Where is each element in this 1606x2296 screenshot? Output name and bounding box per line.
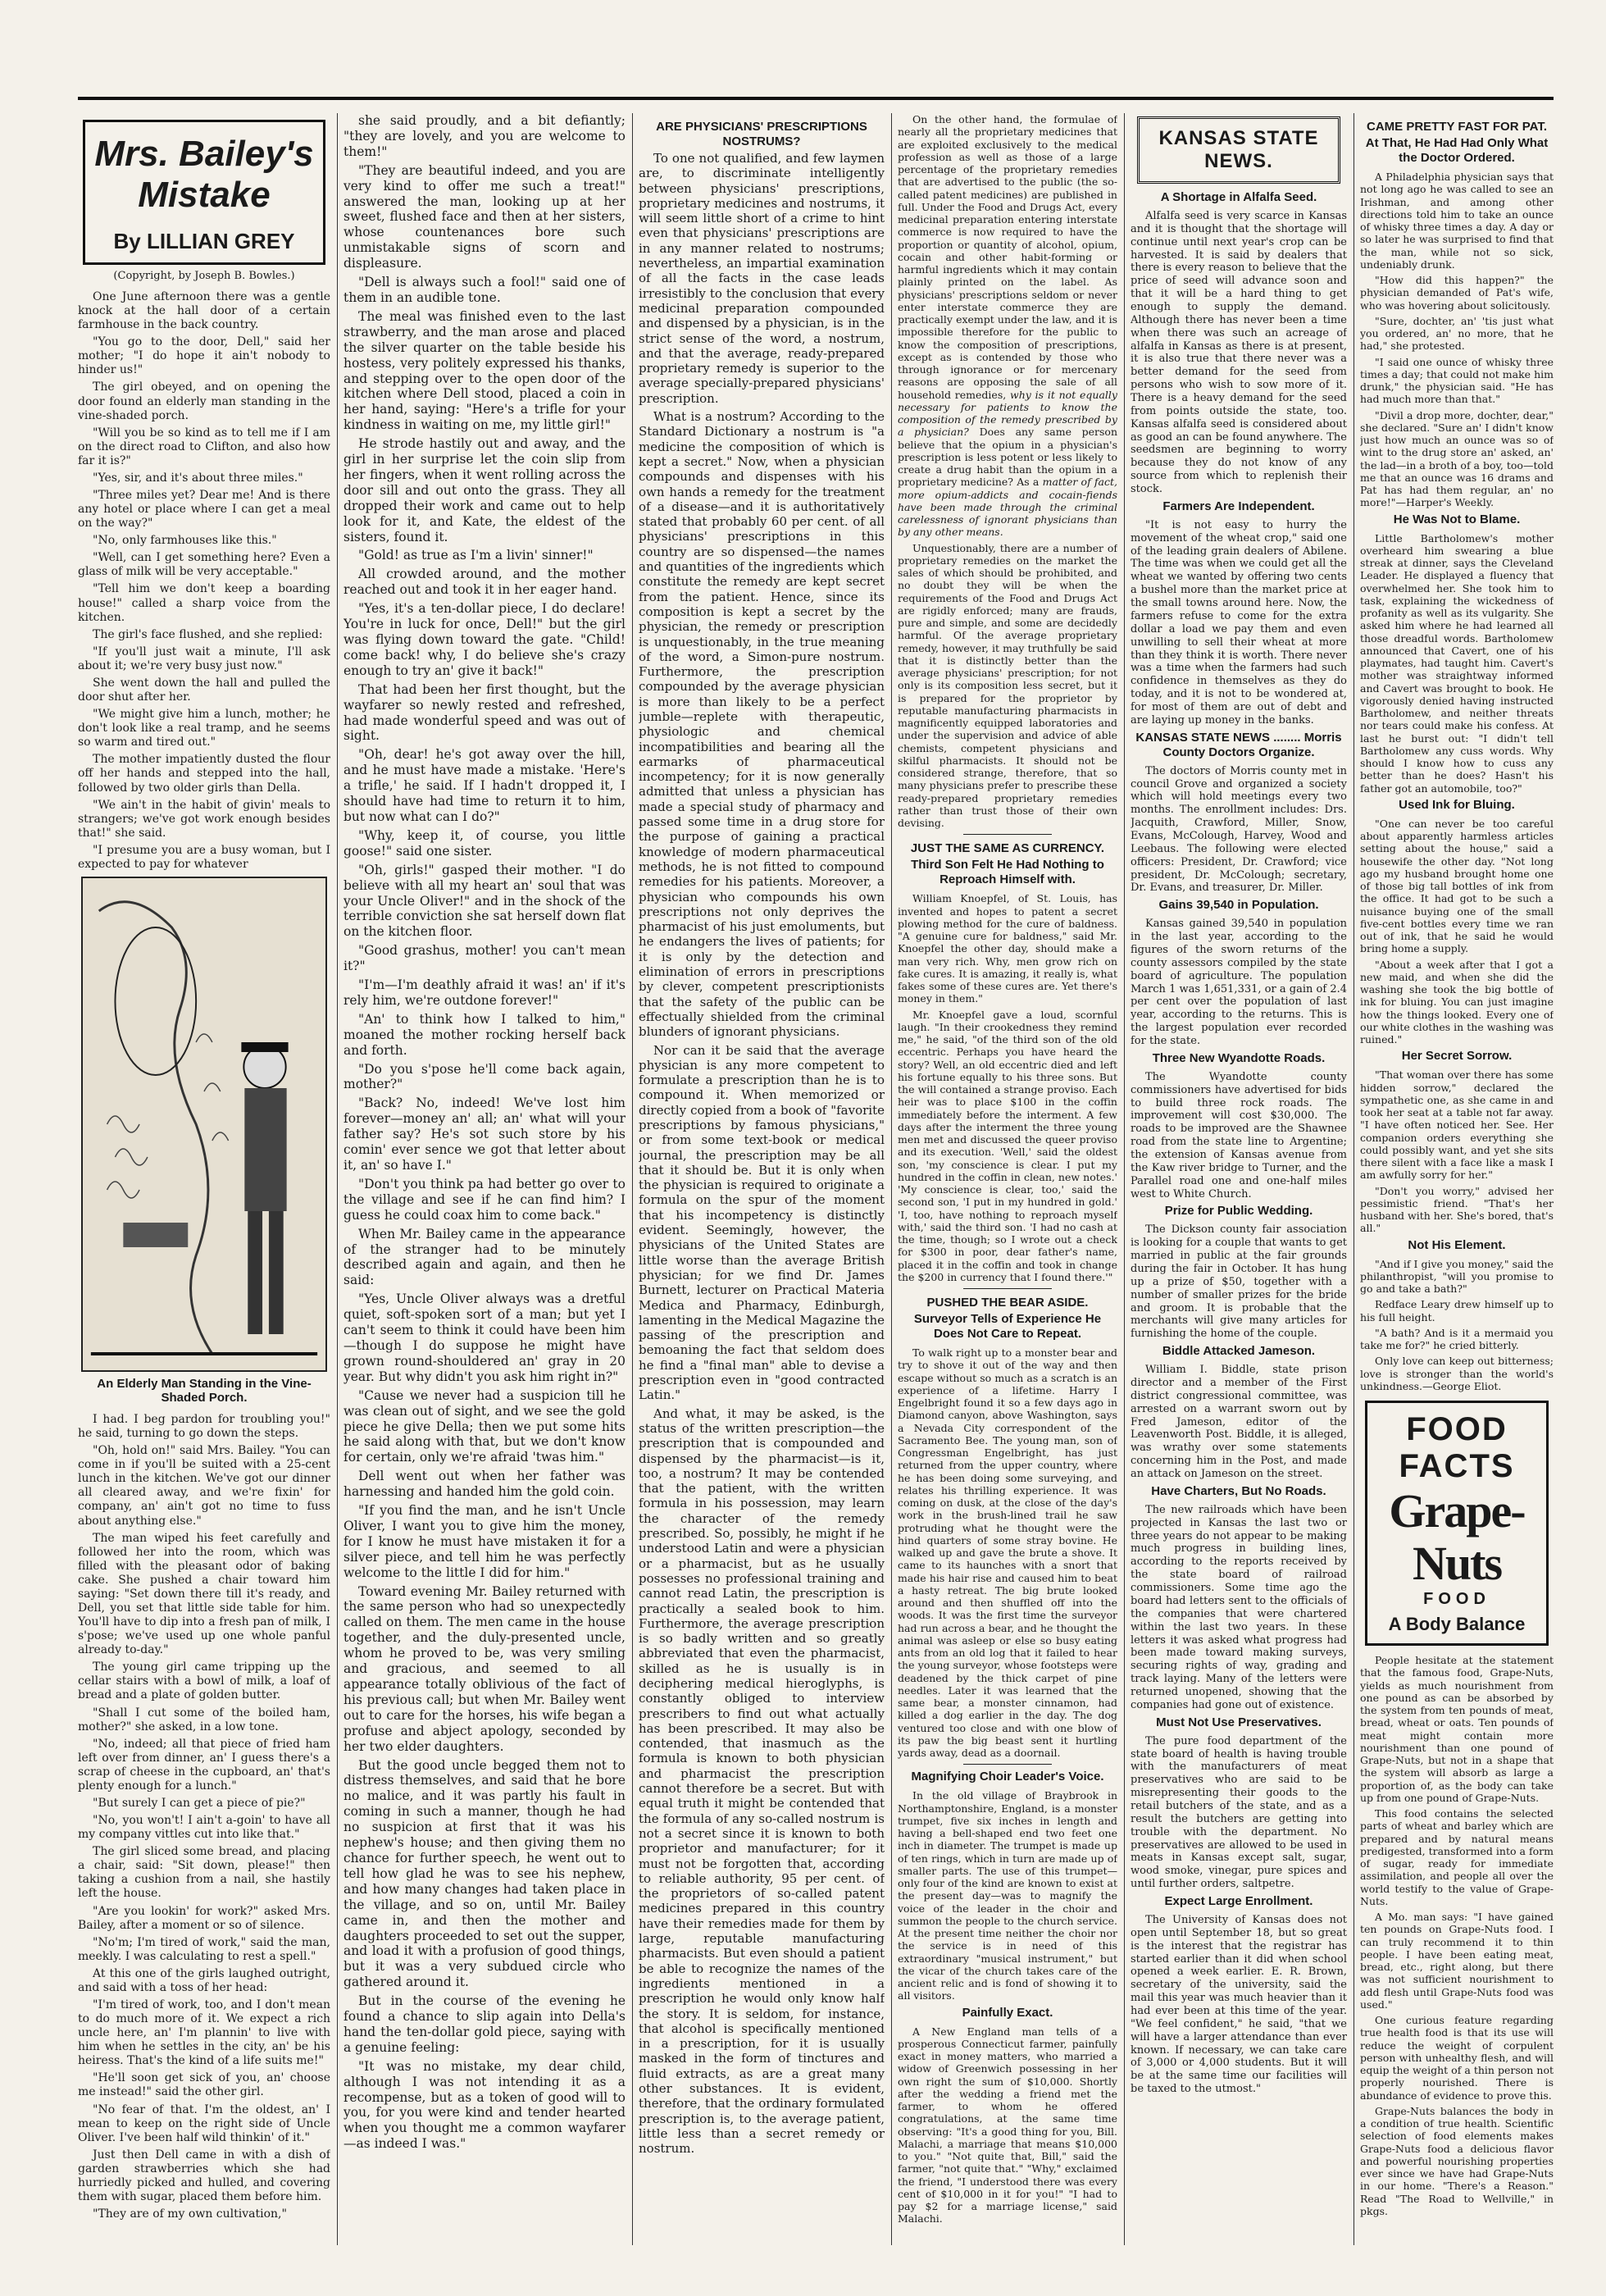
paragraph: The man wiped his feet carefully and followed her into the room, which was filled with the pleasant odor of baking cake. She pushed a chair toward him saying: "Set down there till it's ready, and Dell, you set that little side table for him. You'll have to dip into a fresh pan of milk, I s'pose; we've used up one whole panful already to-day." [78, 1531, 330, 1657]
kansas-item-headline: Biddle Attacked Jameson. [1162, 1344, 1316, 1359]
paragraph: The girl's face flushed, and she replied: [93, 627, 323, 641]
paragraph: To walk right up to a monster bear and try to shove it out of the way and then escape without so much as a scratch is an experience of a lifetime. Harry I Engelbright found it so a few days ago in Diamond canyon, above Washington, says a Nevada City correspondent of the Sacramento Bee. The young man, son of Congressman Engelbright, has just returned from the upper country, where he has been doing some surveying, and relates his thrilling experience. It was coming on dusk, at the close of the day's work in the brush-lined trail he saw protruding what he thought were the hind quarters of some stray bovine. He walked up and gave the brute a shove. It came to its haunches with a snort that made his hair rise and caused him to beat a hasty retreat. The big brute looked around and then shuffled off into the woods. It was the first time the surveyor had run across a bear, and he thought the animal was asleep or else so busy eating ants from an old log that it failed to hear the young surveyor, whose footsteps were deadened by the thick carpet of pine needles. Later it was learned that the same bear, a monster cinnamon, had killed a dog earlier in the day. The dog ventured too close and with one blow of its paw the big beast sent it hurtling yards away, dead as a doornail. [898, 1346, 1117, 1759]
paragraph: And what, it may be asked, is the status of the written prescription—the prescription that is compounded and dispensed by the pharmacist—is it, too, a nostrum? It may be contended that the patient, with the written formula in his possession, may learn the character of the remedy prescribed. So, possibly, he might if he understood Latin and were a physician or a pharmacist, but as he usually possesses no professional training and cannot read Latin, the prescription is practically a sealed book to him. Furthermore, the average prescription is so badly written and so greatly abbreviated that even the pharmacist, skilled as he is usually is in deciphering medical hieroglyphs, is constantly obliged to interview prescribers to find out what actually has been prescribed. It may also be contended, that inasmuch as the formula is known to both physician and pharmacist the prescription cannot therefore be a secret. But with equal truth it might be contended that the formula of any so-called nostrum is not a secret since it is known to both proprietor and manufacturer; for it must not be forgotten that, according to reliable authority, 95 per cent. of the proprietors of so-called patent medicines prepared in this country have their remedies made for them by large, reputable manufacturing pharmacists. But even should a patient be able to recognize the names of the ingredients mentioned in a prescription he would only know half the story. It is seldom, for instance, that alcohol is specifically mentioned in a prescription, for it is usually masked in the form of tinctures and fluid extracts, as are a great many other substances. It is evident, therefore, that the ordinary formulated prescription is, to the average patient, little less than a secret remedy or nostrum. [639, 1405, 885, 2157]
paragraph: "They are beautiful indeed, and you are very kind to offer me such a treat!" answered the man, looking up at her sweet, flushed face and then at her sisters, whose countenances bore such unmistakable signs of scorn and displeasure. [343, 162, 626, 271]
story-text-b [78, 1413, 330, 2221]
physicians-italic-2: matter of fact, more opium-addicts and cocain-fiends have been made through the criminal carelessness of ignorant physicians than by any other means. [898, 476, 1117, 539]
exact-headline: Painfully Exact. [962, 2005, 1053, 2020]
paragraph: A Philadelphia physician says that not long ago he was called to see an Irishman, and among other directions told him to take an ounce of whisky three times a day. A day or so later he was surprised to find that the man, while not so sick, undeniably drunk. [1360, 171, 1554, 271]
paragraph: "It was no mistake, my dear child, although I was not intending it as a recompense, but as a token of good will to you, for you were kind and tender hearted when you thought me a common wayfarer—as indeed I was." [343, 2058, 626, 2152]
paragraph: The girl obeyed, and on opening the door found an elderly man standing in the vine-shaded porch. [78, 380, 330, 422]
kansas-item-text: The new railroads which have been projected in Kansas the last two or three years do not appear to be making much progress in building lines, according to the reports received by the state board of railroad commissioners. Some time ago the board had letters sent to the officials of the companies that were chartered within the last two years. In these letters it was asked what progress had been made toward making surveys, securing rights of way, grading and track laying. Many of the letters were returned unopened, showing that the companies had gone out of existence. [1131, 1503, 1347, 1711]
column-rule [891, 113, 892, 2245]
paragraph: He strode hastily out and away, and the girl in her surprise let the coin slip from her fingers, when it went rolling across the door sill and out onto the grass. They all dropped their work and came out to help look for it, and Kate, the eldest of the sisters, found it. [343, 436, 626, 544]
kansas-item-text: Kansas gained 39,540 in population in the last year, according to the figures of the sworn returns of the county assessors compiled by the state board of agriculture. The population March 1 was 1,651,331, or a gain of 2.4 per cent over the population of last year, according to the returns. This is the largest population ever recorded for the state. [1131, 918, 1347, 1047]
paragraph: "Gold! as true as I'm a livin' sinner!" [358, 548, 594, 563]
column-3 [639, 113, 885, 2253]
paragraph: Just then Dell came in with a dish of garden strawberries which she had hurriedly picked and hulled, and covering them with sugar, placed them before him. [78, 2148, 330, 2204]
kansas-item-headline: A Shortage in Alfalfa Seed. [1160, 190, 1317, 204]
pat-subhead: At That, He Had Had Only What the Doctor Ordered. [1365, 136, 1549, 165]
paragraph: "No fear of that. I'm the oldest, an' I mean to keep on the right side of Uncle Oliver. I've been half wild thinkin' of it." [78, 2102, 330, 2144]
paragraph: "About a week after that I got a new maid, and when she did the washing she took the big bottle of ink for bluing. You can just imagine how the things looked. Every one of our white clothes in the washing was ruined." [1360, 958, 1554, 1046]
grape-nuts-ad [1365, 1401, 1549, 1646]
paragraph: "A bath? And is it a mermaid you take me for?" he cried bitterly. [1360, 1326, 1554, 1351]
section-rule [963, 834, 1051, 835]
blame-headline: He Was Not to Blame. [1393, 512, 1521, 526]
paragraph: This food contains the selected parts of wheat and barley which are prepared and by natural means predigested, transformed into a form of sugar, ready for immediate assimilation, and people all over the world testify to the value of Grape-Nuts. [1360, 1807, 1554, 1907]
sorrow-headline: Her Secret Sorrow. [1401, 1049, 1513, 1064]
paragraph: "We might give him a lunch, mother; he don't look like a real tramp, and he seems so warm and tired out." [78, 708, 330, 749]
bear-subhead: Surveyor Tells of Experience He Does Not Care to Repeat. [913, 1312, 1102, 1341]
paragraph: Redface Leary drew himself up to his full height. [1360, 1298, 1554, 1323]
pat-headline: CAME PRETTY FAST FOR PAT. [1366, 120, 1547, 134]
paragraph: That had been her first thought, but the wayfarer so newly rested and refreshed, had made wonderful speed and was out of sight. [343, 681, 626, 744]
paragraph: "Do you s'pose he'll come back again, mother?" [343, 1061, 626, 1092]
paragraph: "Yes, Uncle Oliver always was a dretful quiet, soft-spoken sort of a man; but yet I can't seem to think it could have been him—though I do suppose he might have grown round-shouldered an' gray in 20 year. But why didn't you ask him right in?" [343, 1292, 626, 1384]
sorrow-text [1360, 1068, 1554, 1234]
paragraph: "Don't you think pa had better go over to the village and see if he can find him? I guess he could coax him to come back." [343, 1176, 626, 1223]
paragraph: A New England man tells of a prosperous Connecticut farmer, painfully exact in money matters, who married a widow of Greenwich possessing in her own right the sum of $10,000. Shortly after the wedding a friend met the farmer, to whom he offered congratulations, at the same time observing: "It's a good thing for you, Bill. Malachi, a marriage that means $10,000 to you." "Not quite that, Bill," said the farmer, "not quite that." "Why," exclaimed the friend, "I understood there was every cent of $10,000 in it for you!" "I had to pay $2 for a marriage license," said Malachi. [898, 2025, 1117, 2225]
porch-illustration-icon [83, 878, 325, 1370]
paragraph: "Tell him we don't keep a boarding house!" called a sharp voice from the kitchen. [78, 582, 330, 624]
column-4 [898, 113, 1117, 2253]
paragraph: "He'll soon get sick of you, an' choose me instead!" said the other girl. [78, 2071, 330, 2099]
currency-text [898, 892, 1117, 1283]
paragraph: "No, indeed; all that piece of fried ham left over from dinner, an' I guess there's a scrap of cheese in the cupboard, an' that's plenty enough for a lunch." [78, 1737, 330, 1793]
paragraph: In the old village of Braybrook in Northamptonshire, England, is a monster trumpet, five six inches in length and having a bell-shaped end two feet one inch in diameter. The trumpet is made up of ten rings, which in turn are made up of smaller parts. The use of this trumpet—only four of the kind are known to exist at the present day—was to magnify the voice of the leader in the choir and summon the people to the church service. At the present time neither the choir nor the service is in need of this extraordinary "musical instrument," but the vicar of the church takes care of the ancient relic and is fond of showing it to all visitors. [898, 1789, 1117, 2002]
story-masthead [83, 120, 325, 265]
story-author: By LILLIAN GREY [113, 229, 295, 253]
column-2 [343, 113, 626, 2253]
ad-tagline: A Body Balance [1388, 1614, 1526, 1634]
kansas-item-text: "It is not easy to hurry the movement of the wheat crop," said one of the leading grain dealers of Abilene. The time was when we could get all the wheat we wanted by offering two cents a bushel more than the market price at the small towns around here. Now, the farmers refuse to come for the extra dollar a load we pay them and even unwilling to sell their wheat at more than they think it is worth. There never was a time when the farmers had such confidence in themselves as they do today, and it is not to be wondered at, for most of them are out of debt and are laying up money in the banks. [1131, 518, 1347, 727]
column-6 [1360, 113, 1554, 2253]
paragraph: A Mo. man says: "I have gained ten pounds on Grape-Nuts food. I can truly recommend it to thin people. I have been eating meat, bread, etc., right along, but there was not sufficient nourishment to add flesh until Grape-Nuts food was used." [1360, 1911, 1554, 2011]
top-rule [78, 97, 1554, 100]
kansas-banner: KANSAS STATE NEWS. [1137, 116, 1340, 184]
paragraph: One June afternoon there was a gentle knock at the hall door of a certain farmhouse in the back country. [78, 290, 330, 332]
paragraph: To one not qualified, and few laymen are, to discriminate intelligently between physicians' prescriptions, proprietary medicines and nostrums, it will seem little short of a crime to hint even that physicians' prescriptions are in any manner related to nostrums; nevertheless, an impartial examination of all the facts in the case leads irresistibly to the conclusion that every medicinal preparation compounded and dispensed by a physician, is in the strict sense of the word, a nostrum, and that the average, ready-prepared proprietary remedy is superior to the average specially-prepared physicians' prescription. [639, 151, 885, 406]
newspaper-page [78, 97, 1554, 2262]
column-rule [1353, 113, 1354, 2245]
paragraph: The girl sliced some bread, and placing a chair, said: "Sit down, please!" then taking a cushion from a nail, she hastily left the house. [78, 1845, 330, 1901]
paragraph: "I presume you are a busy woman, but I expected to pay for whatever [78, 843, 330, 871]
paragraph: "An' to think how I talked to him," moaned the mother rocking herself back and forth. [343, 1011, 626, 1058]
paragraph: People hesitate at the statement that the famous food, Grape-Nuts, yields as much nourishment from one pound as can be absorbed by the system from ten pounds of meat, bread, wheat or oats. Ten pounds of meat might contain more nourishment than one pound of Grape-Nuts, but not in a shape that the system will absorb as large a proportion of, as the body can take up from one pound of Grape-Nuts. [1360, 1654, 1554, 1804]
paragraph: "Three miles yet? Dear me! And is there any hotel or place where I can get a meal on the way?" [78, 489, 330, 531]
kansas-news [1131, 190, 1347, 2096]
bear-text [898, 1346, 1117, 1759]
ad-brand: Grape-Nuts [1389, 1484, 1525, 1590]
paragraph: Dell went out when her father was harnessing and handed him the gold coin. [343, 1469, 626, 1500]
kansas-item-headline: Gains 39,540 in Population. [1158, 898, 1319, 913]
column-rule [337, 113, 338, 2245]
paragraph: she said proudly, and a bit defiantly; "they are lovely, and you are welcome to them!" [343, 113, 626, 159]
kansas-item-headline: Must Not Use Preservatives. [1156, 1715, 1322, 1729]
paragraph: "But surely I can get a piece of pie?" [93, 1797, 306, 1810]
ad-food: FOOD [1423, 1590, 1490, 1608]
kansas-item-headline: Prize for Public Wedding. [1164, 1204, 1313, 1219]
illustration-caption: An Elderly Man Standing in the Vine-Shaded Porch. [97, 1376, 312, 1405]
kansas-item-text: The Dickson county fair association is looking for a couple that wants to get married in public at the fair grounds during the fair in October. It has hung up a prize of $50, together with a number of smaller prizes for the bride and groom. It is probable that the merchants will give many articles for furnishing the home of the couple. [1131, 1223, 1347, 1341]
paragraph: "And if I give you money," said the philanthropist, "will you promise to go and take a bath?" [1360, 1257, 1554, 1295]
element-text [1360, 1258, 1554, 1352]
column-1 [78, 113, 330, 2253]
paragraph: "Shall I cut some of the boiled ham, mother?" she asked, in a low tone. [78, 1706, 330, 1733]
blame-text [1360, 532, 1554, 795]
paragraph: But the good uncle begged them not to distress themselves, and said that he bore no malice, and it was partly his fault in coming in such a manner, though he had no suspicion at first that it was his nephew's house; and then giving them no chance for further speech, he went out to tell how glad he was to see his nephew, and how many changes had taken place in the village, and so on, until Mr. Bailey came in, and then the mother and daughters proceeded to set out the supper, and load it with a profusion of good things, but it was a very subdued circle who gathered around it. [343, 1757, 626, 1990]
physicians-tail-1: Does any same person believe that the opium in a physician's prescription is less potent or less likely to create a drug habit than the opium in a proprietary medicine? As a [898, 426, 1117, 489]
paragraph: "Well, can I get something here? Even a glass of milk will be very acceptable." [78, 551, 330, 579]
paragraph: I had. I beg pardon for troubling you!" he said, turning to go down the steps. [78, 1412, 330, 1441]
paragraph: "Cause we never had a suspicion till he was clean out of sight, and we see the gold piece he give Della; then we put some hits he said along with that, but we don't know for certain, only we're afraid 'twas him." [343, 1387, 626, 1465]
paragraph: "You go to the door, Dell," said her mother; "I do hope it ain't nobody to hinder us!" [78, 335, 330, 377]
eliot-quote: Only love can keep out bitterness; love is stronger than the world's unkindness.—George Eliot. [1360, 1355, 1554, 1392]
kansas-item-text: The pure food department of the state board of health is having trouble with the manufacturers of meat preservatives who are said to be misrepresenting their goods to the retail butchers of the state, and as a result the butchers are getting into trouble with the department. No preservatives are allowed to be used in meats in Kansas except salt, sugar, wood smoke, vinegar, pure spices and until further orders, saltpetre. [1131, 1734, 1347, 1891]
paragraph: "Sure, dochter, an' 'tis just what you ordered, an' no more, that he had," she protested. [1360, 314, 1554, 353]
paragraph: "Back? No, indeed! We've lost him forever—money an' all; an' what will your father say? He's sot such store by his comin' ever sence we got that letter about it, an' so have I." [343, 1096, 626, 1173]
paragraph: "We ain't in the habit of givin' meals to strangers; we've got work enough besides that!" she said. [78, 798, 330, 840]
story-copyright: (Copyright, by Joseph B. Bowles.) [113, 270, 295, 282]
paragraph: "Oh, dear! he's got away over the hill, and he must have made a mistake. 'Here's a trifle,' he said. If I hadn't dropped it, I should have had time to return it to him, but now what can I do?" [343, 747, 626, 824]
paragraph: Little Bartholomew's mother overheard him swearing a blue streak at dinner, says the Cleveland Leader. He displayed a fluency that overwhelmed her. She took him to task, explaining the wickedness of profanity as well as its vulgarity. She asked him where he had learned all those dreadful words. Bartholomew announced that Cavert, one of his playmates, had taught him. Cavert's mother was straightway informed and Cavert was brought to book. He vigorously denied having instructed Bartholomew, and neither threats nor tears could make his confess. At last he burst out: "I didn't tell Bartholomew any cuss words. Why should I know how to cuss any better than he does? Hasn't his father got an automobile, too?" [1360, 531, 1554, 795]
kansas-item-headline: Expect Large Enrollment. [1164, 1893, 1313, 1908]
physicians-headline: ARE PHYSICIANS' PRESCRIPTIONS NOSTRUMS? [656, 120, 867, 148]
kansas-item-text: Alfalfa seed is very scarce in Kansas and it is thought that the shortage will continue until next year's crop can be harvested. It is said by dealers that there is every reason to believe that the price of seed will advance soon and that it will be a hard thing to get enough to supply the demand. Although there has never been a time when there was such an acreage of alfalfa in Kansas as there is at present, it is also true that there never was a better demand for the seed from persons who wish to sow more of it. There is a heavy demand for the seed from points outside the state, too. Kansas alfalfa seed is considered about as good an can be found anywhere. The seedsmen are beginning to worry because they do not know of any source from which to replenish their stock. [1131, 210, 1347, 496]
paragraph: One curious feature regarding true health food is that its use will reduce the weight of corpulent person with unhealthy flesh, and will equip the weight of a thin person not properly nourished. There is abundance of evidence to prove this. [1360, 2014, 1554, 2102]
section-rule [963, 1288, 1051, 1289]
paragraph: "No'm; I'm tired of work," said the man, meekly. I was calculating to rest a spell." [78, 1935, 330, 1963]
paragraph: "Are you lookin' for work?" asked Mrs. Bailey, after a moment or so of silence. [78, 1904, 330, 1932]
choir-headline: Magnifying Choir Leader's Voice. [911, 1770, 1104, 1784]
paragraph: "Why, keep it, of course, you little goose!" said one sister. [343, 827, 626, 859]
paragraph: "Yes, it's a ten-dollar piece, I do declare! You're in luck for once, Dell!" but the girl was flying down toward the gate. "Child! come back! why, I do believe she's crazy enough to try an' give it back!" [343, 601, 626, 678]
paragraph: "One can never be too careful about apparently harmless articles setting about the house," said a housewife the other day. "Not long ago my husband brought home one of those big tall bottles of ink from the office. It had got to be such a nuisance buying one of the small five-cent bottles every time we ran out of ink, that he said he would bring home a supply. [1360, 817, 1554, 955]
pat-text [1360, 171, 1554, 509]
ad-text [1360, 1654, 1554, 2217]
paragraph: "Dell is always such a fool!" said one of them in an audible tone. [343, 275, 626, 305]
currency-headline: JUST THE SAME AS CURRENCY. [910, 841, 1105, 856]
kansas-item-headline: Have Charters, But No Roads. [1151, 1483, 1326, 1498]
paragraph: "I'm—I'm deathly afraid it was! an' if it's rely him, we're outdone forever!" [343, 977, 626, 1008]
column-5 [1131, 113, 1347, 2253]
paragraph: "How did this happen?" the physician demanded of Pat's wife, who was hovering about solicitously. [1360, 274, 1554, 312]
choir-text [898, 1789, 1117, 2002]
paragraph: William Knoepfel, of St. Louis, has invented and hopes to patent a secret plowing method for the cure of baldness. "A genuine cure for baldness," said Mr. Knoepfel the other day, should make a man very rich. Why, men grow rich on fake cures. It is amazing, it really is, what fakes some of these cures are. Yet there's money in them." [898, 892, 1117, 1005]
story-text-a [78, 290, 330, 872]
physicians-italic-1: why is it not equally necessary for patients to know the composition of the remedy prescribed by a physician? [898, 388, 1117, 439]
ink-headline: Used Ink for Bluing. [1399, 797, 1515, 812]
story-title: Mrs. Bailey's Mistake [94, 134, 314, 215]
physicians-text [639, 151, 885, 2156]
paragraph: "I'm tired of work, too, and I don't mean to do much more of it. We expect a rich uncle here, an' I'm plannin' to live with him when he settles in the city, an' be his heiress. That's the kind of a life suits me!" [78, 1998, 330, 2068]
currency-subhead: Third Son Felt He Had Nothing to Reproach Himself with. [911, 858, 1104, 887]
paragraph: "Don't you worry," advised her pessimistic friend. "That's her husband with her. She's bored, that's all." [1360, 1184, 1554, 1235]
paragraph: All crowded around, and the mother reached out and took it in her eager hand. [343, 567, 626, 598]
paragraph: Grape-Nuts balances the body in a condition of true health. Scientific selection of food elements makes Grape-Nuts food a delicious flavor and powerful nourishing properties ever since we have had Grape-Nuts in our home. "There's a Reason." Read "The Road to Wellville," in pkgs. [1360, 2104, 1554, 2217]
paragraph: The mother impatiently dusted the flour off her hands and stepped into the hall, followed by two older girls than Della. [78, 753, 330, 795]
paragraph: "If you'll just wait a minute, I'll ask about it; we're very busy just now." [78, 645, 330, 672]
element-headline: Not His Element. [1408, 1237, 1506, 1252]
column-rule [632, 113, 633, 2245]
paragraph: "Yes, sir, and it's about three miles." [93, 471, 303, 485]
paragraph: "No, you won't! I ain't a-goin' to have all my company vittles cut into like that." [78, 1814, 330, 1842]
bear-headline: PUSHED THE BEAR ASIDE. [926, 1296, 1089, 1310]
paragraph: When Mr. Bailey came in the appearance of the stranger had to be minutely described again and again, and then he said: [343, 1226, 626, 1288]
kansas-item-text: The doctors of Morris county met in council Grove and organized a society which will hold meetings every two months. The enrollment includes: Drs. Jacquith, Crawford, Miller, Snow, Evans, McColough, Harvey, Wood and Leebaus. The following were elected officers: President, Dr. Crawford; vice president, Dr. McColough; secretary, Dr. Evans, and treasurer, Dr. Miller. [1131, 764, 1347, 895]
exact-text [898, 2025, 1117, 2225]
paragraph: "Oh, girls!" gasped their mother. "I do believe with all my heart an' soul that was your Uncle Oliver!" and in the shock of the terrible conviction she sat herself down flat on the kitchen floor. [343, 862, 626, 940]
paragraph: Mr. Knoepfel gave a loud, scornful laugh. "In their crookedness they remind me," he said, "of the third son of the old eccentric. Perhaps you have heard the story? Well, an old eccentric died and left his fortune equally to his three sons. But the will contained a strange proviso. Each heir was to place $100 in the coffin immediately before the interment. A few days after the interment the three young men met and discussed the queer proviso and its execution. 'Well,' said the oldest son, 'my conscience is clear. I put my hundred in the coffin in clean, new notes.' 'My conscience is clear, too,' said the second son, 'I put in my hundred in gold.' 'I, too, have nothing to reproach myself with,' said the third son. 'I had no cash at the time, though; so I wrote out a check for $300 in poor, dear father's name, placed it in the coffin and took in change the $200 in currency that I found there.'" [898, 1008, 1117, 1283]
paragraph: "Divil a drop more, dochter, dear," she declared. "Sure an' I didn't know just how much an ounce was so of wint to the drug store an' asked, an' the lad—in a broth of a boy, too—told me that an ounce was 16 drams and Pat has had them regular, an' no more!"—Harper's Weekly. [1360, 408, 1554, 509]
physicians-closing: Unquestionably, there are a number of proprietary remedies on the market the sales of which should be prohibited, and no doubt they will be when the requirements of the Food and Drugs Act are rigidly enforced; many are frauds, pure and simple, and some are decidedly harmful. Of the average proprietary remedy, however, it may truthfully be said that it is distinctly better than the average physicians' prescription; for not only is its composition less secret, but it is prepared for the proprietor by reputable manufacturing pharmacists in magnificently equipped laboratories and under the supervision and advice of able chemists, competent physicians and skilful pharmacists. It should not be considered strange, therefore, that so many physicians prefer to prescribe these ready-prepared proprietary remedies rather than trust those of their own devising. [898, 541, 1117, 829]
story-text-c [343, 113, 626, 2152]
paragraph: Nor can it be said that the average physician is any more competent to formulate a prescription than he is to compound it. When memorized or directly copied from a book of "favorite prescriptions by famous physicians," or from some text-book or medical journal, the prescription may be all that it should be. But it is only when the physician is required to originate a formula on the spur of the moment that his incompetency is distinctly evident. Seemingly, however, the physicians of the United States are little worse than the average British physician; for we find Dr. James Burnett, lecturer on Practical Materia Medica and Pharmacy, Edinburgh, lamenting in the Medical Magazine the passing of the prescription and bemoaning the fact that seldom does he find a "final man" able to devise a prescription even in "good contracted Latin." [639, 1042, 885, 1403]
kansas-item-text: The University of Kansas does not open until September 18, but so great is the interest that the registrar has started earlier than it did when school opened a week earlier. E. R. Brown, secretary of the university, said the mail this year was much heavier than it had ever been at this time of the year. "We feel confident," he said, "that we will have a larger attendance than ever known. If necessary, we can take care of 3,000 or 4,000 students. But it will be at the same time our facilities will be taxed to the utmost." [1131, 1913, 1347, 2096]
paragraph: "No, only farmhouses like this." [93, 534, 277, 548]
paragraph: "Oh, hold on!" said Mrs. Bailey. "You can come in if you'll be suited with a 25-cent lunch in the kitchen. We've got our dinner all cleared away, and we're fixin' for company, an' ain't got no time to fuss about anything else." [78, 1444, 330, 1528]
paragraph: What is a nostrum? According to the Standard Dictionary a nostrum is "a medicine the composition of which is kept a secret." Now, when a physician compounds and dispenses with his own hands a remedy for the treatment of a disease—and it is authoritatively stated that probably 60 per cent. of all physicians' prescriptions in this country are so dispensed—the names and quantities of the ingredients which constitute the remedy are kept secret from the patient. Hence, since its composition is kept a secret by the physician, the remedy or prescription is unquestionably, in the true meaning of the word, a Simon-pure nostrum. Furthermore, the prescription compounded by the average physician is more than likely to be a perfect jumble—replete with therapeutic, physiologic and chemical incompatibilities and bearing all the earmarks of pharmaceutical incompetency; for it is now generally admitted that unless a physician has made a special study of pharmacy and passed some time in a drug store for the purpose of gaining a practical knowledge of modern pharmaceutical methods, he is not fitted to compound remedies for his patients. Moreover, a physician who compounds his own prescriptions not only deprives the pharmacist of his just emoluments, but he endangers the lives of patients; for it is only by the detection and elimination of errors in prescriptions by clever, competent prescriptionists that the safety of the public can be effectually shielded from the criminal blunders of ignorant physicians. [639, 409, 885, 1040]
paragraph: At this one of the girls laughed outright, and said with a toss of her head: [78, 1966, 330, 1994]
story-illustration [81, 877, 327, 1372]
paragraph: "If you find the man, and he isn't Uncle Oliver, I want you to give him the money, for I know he must have mistaken it for a silver piece, and tell him he was perfectly welcome to the little I did for him." [343, 1503, 626, 1580]
paragraph: "I said one ounce of whisky three times a day; that could not make him drunk," the physician said. "He has had much more than that." [1360, 355, 1554, 406]
section-rule [963, 1764, 1051, 1765]
kansas-item-headline: KANSAS STATE NEWS ........ Morris County Doctors Organize. [1135, 730, 1342, 759]
paragraph: Toward evening Mr. Bailey returned with the same person who had so unexpectedly called on them. The men came in the house together, and the duly-presented uncle, whom he proved to be, was very smiling and gracious, and seemed to all appearance totally oblivious of the fact of his previous call; but when Mr. Bailey went out to care for the horses, his wife began a profuse and abject apology, seconded by her two elder daughters. [343, 1583, 626, 1754]
paragraph: The young girl came tripping up the cellar stairs with a bowl of milk, a loaf of bread and a plate of golden butter. [78, 1660, 330, 1702]
paragraph: She went down the hall and pulled the door shut after her. [78, 676, 330, 704]
paragraph: "That woman over there has some hidden sorrow," declared the sympathetic one, as she came in and took her seat at a table not far away. "I have often noticed her. See. Her companion orders everything she could possibly want, and yet she sits there silent with a face like a mask I am awfully sorry for her." [1360, 1068, 1554, 1182]
kansas-item-headline: Farmers Are Independent. [1162, 499, 1315, 513]
paragraph: But in the course of the evening he found a chance to slip again into Della's hand the ten-dollar gold piece, saying with a genuine feeling: [343, 1993, 626, 2055]
ink-text [1360, 818, 1554, 1046]
paragraph: "Good grashus, mother! you can't mean it?" [343, 943, 626, 974]
ad-food-facts: FOOD FACTS [1399, 1411, 1515, 1484]
physicians-continued: On the other hand, the formulae of nearly all the proprietary medicines that are exploited exclusively to the medical profession as well as those of a large percentage of the proprietary remedies that are advertised to the public (the so-called patent medicines) are published in full. Under the Food and Drugs Act, every medicinal preparation entering interstate commerce is now required to have the proportion or quantity of alcohol, opium, cocain and other habit-forming or harmful ingredients which it may contain plainly printed on the label. As physicians' prescriptions seldom or never enter interstate commerce they are practically exempt under the law, and it is impossible therefore for the public to know the composition of prescriptions, except as is contended by those who through ignorance or for mercenary reasons are opposing the sale of all household remedies, [898, 113, 1117, 401]
kansas-item-text: The Wyandotte county commissioners have advertised for bids to build three rock roads. The improvement will cost $30,000. The roads to be improved are the Shawnee road from the state line to Argentine; the extension of Kansas avenue from the Kaw river bridge to Turner, and the Parallel road one and one-half miles west to White Church. [1131, 1070, 1347, 1200]
column-rule [1124, 113, 1125, 2245]
kansas-item-text: William I. Biddle, state prison director and a member of the First district congressional committee, was arrested on a warrant sworn out by Fred Jameson, editor of the Leavenworth Post. Biddle, it is alleged, was wrathy over some statements concerning him in the Post, and made an attack on Jameson on the street. [1131, 1364, 1347, 1481]
paragraph: "They are of my own cultivation," [93, 2207, 287, 2221]
paragraph: The meal was finished even to the last strawberry, and the man arose and placed the silver quarter on the table beside his hostess, very politely expressed his thanks, and stepping over to the open door of the kitchen where Dell stood, placed a coin in her hand, saying: "Here's a trifle for your kindness in waiting on me, my little girl!" [343, 308, 626, 433]
kansas-item-headline: Three New Wyandotte Roads. [1152, 1050, 1326, 1065]
paragraph: "Will you be so kind as to tell me if I am on the direct road to Clifton, and also how far it is?" [78, 426, 330, 467]
